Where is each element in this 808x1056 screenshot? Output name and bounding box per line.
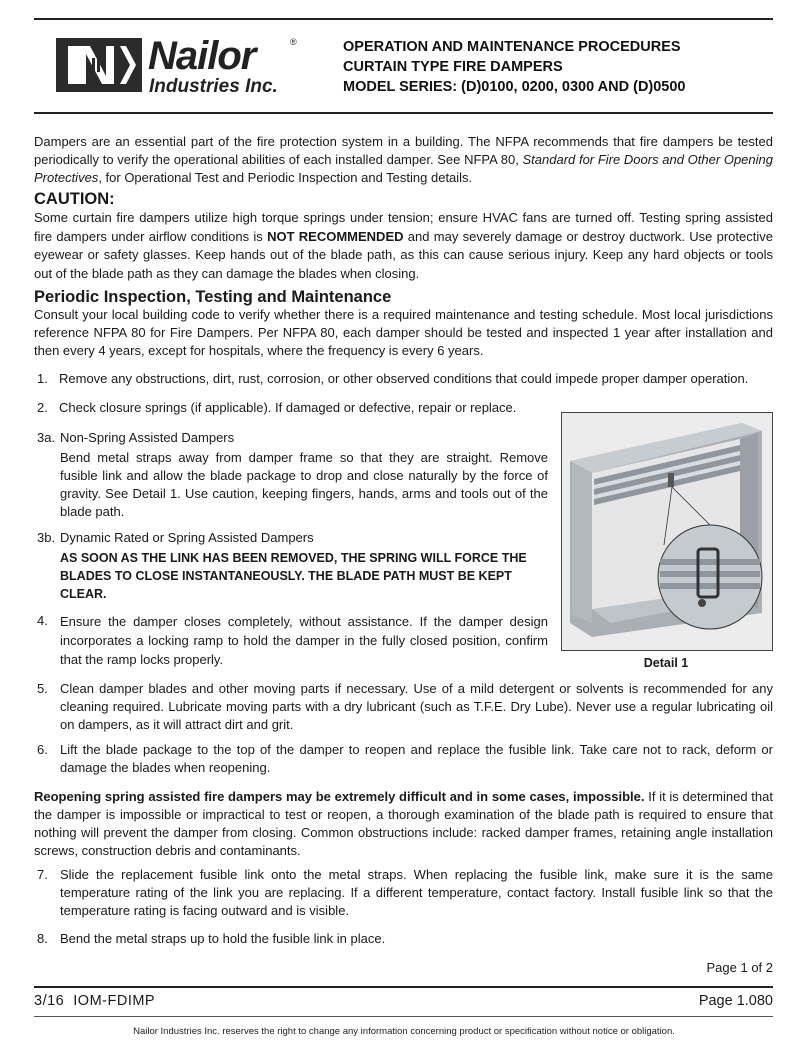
step-6-number: 6. [37, 742, 48, 757]
logo-subtitle: Industries Inc. [149, 76, 278, 97]
page-of-label: Page 1 of 2 [706, 960, 773, 975]
title-line-1: OPERATION AND MAINTENANCE PROCEDURES [343, 39, 681, 55]
caution-not-recommended: NOT RECOMMENDED [267, 228, 404, 244]
step-4-number: 4. [37, 613, 48, 628]
step-2-number: 2. [37, 400, 48, 415]
header-rule [34, 112, 773, 114]
footer-rule [34, 986, 773, 988]
step-8-number: 8. [37, 931, 48, 946]
periodic-paragraph: Consult your local building code to verify whether there is a required maintenance and testing schedule. Most local jurisdictions reference NFPA 80 for Fire Dampers. Per NFPA 80, each damper should be tested and inspected 1 year after installation and then every 4 years, except for hospitals, where the frequency is every 6 years. [34, 307, 773, 358]
title-line-2: CURTAIN TYPE FIRE DAMPERS [343, 59, 563, 75]
detail-1-caption: Detail 1 [643, 656, 689, 670]
intro-paragraph [34, 133, 773, 187]
step-5-number: 5. [37, 681, 48, 696]
registered-mark: ® [290, 37, 297, 47]
logo-wordmark: Nailor [148, 34, 256, 78]
footer-bottom-rule [34, 1016, 773, 1017]
step-1-text: Remove any obstructions, dirt, rust, corrosion, or other observed conditions that could impede proper damper operation. [59, 371, 749, 386]
nailor-logo [56, 36, 296, 98]
step-5-text: Clean damper blades and other moving parts if necessary. Use of a mild detergent or solvents is recommended for any cleaning required. Lubricate moving parts with a dry lubricant (such as T.F.E. Dry Lube). Never use a regular lubricating oil on dampers, as it will attract dirt and grit. [60, 681, 773, 732]
footer-page-number: Page 1.080 [698, 993, 773, 1009]
step-6-text: Lift the blade package to the top of the damper to reopen and replace the fusible link. Take care not to rack, deform or damage the blades when reopening. [60, 742, 773, 775]
step-8-text: Bend the metal straps up to hold the fusible link in place. [60, 931, 386, 946]
damper-illustration-icon [562, 413, 772, 650]
step-1-number: 1. [37, 371, 48, 386]
reopening-warning: Reopening spring assisted fire dampers may be extremely difficult and in some cases, impossible. [34, 789, 645, 804]
nailor-logo-mark-icon [56, 38, 142, 92]
step-7-number: 7. [37, 867, 48, 882]
step-4-text: Ensure the damper closes completely, without assistance. If the damper design incorporates a locking ramp to hold the damper in the fully closed position, confirm that the ramp locks properly. [60, 614, 548, 667]
step-3b-title: Dynamic Rated or Spring Assisted Dampers [60, 530, 314, 545]
step-7-text: Slide the replacement fusible link onto the metal straps. When replacing the fusible link, make sure it is the same temperature rating of the link you are replacing. If a different temperature, contact factory. Install fusible link so that the temperature rating is facing outward and is visible. [60, 867, 773, 918]
step-2-text: Check closure springs (if applicable). If damaged or defective, repair or replace. [59, 400, 517, 415]
intro-text-1: Dampers are an essential part of the fire protection system in a building. The NFPA recommends that fire dampers be tested periodically to verify the operational abilities of each installed damper. See NFPA 80, [34, 134, 773, 167]
reopening-text: If it is determined that the damper is impossible or impractical to test or reopen, a thorough examination of the blade path is required to ensure that nothing will prevent the damper from closing. Common obstructions include: racked damper frames, retaining angle installation screws, construction debris and contaminants. [34, 789, 773, 858]
intro-text-2: , for Operational Test and Periodic Inspection and Testing details. [98, 170, 473, 185]
step-3b-warning: AS SOON AS THE LINK HAS BEEN REMOVED, THE SPRING WILL FORCE THE BLADES TO CLOSE INSTANTANEOUSLY. THE BLADE PATH MUST BE KEPT CLEAR. [60, 551, 527, 601]
intro-standard-title: Standard for Fire Doors and Other Opening Protectives [34, 152, 773, 185]
step-3b-number: 3b. [37, 530, 56, 545]
caution-paragraph [34, 209, 773, 283]
top-rule [34, 18, 773, 20]
caution-text-2: and may severely damage or destroy ductwork. Use protective eyewear or safety glasses. Keep hands out of the blade path, as this can cause serious injury. Keep any hard objects or tools out of the blade path as they can damage the blades when closing. [34, 228, 773, 281]
caution-heading: CAUTION: [34, 190, 115, 208]
title-line-3: MODEL SERIES: (D)0100, 0200, 0300 AND (D)0500 [343, 79, 686, 95]
step-3a-title: Non-Spring Assisted Dampers [60, 430, 235, 445]
detail-1-image [561, 412, 773, 651]
footer-doc-code: 3/16 IOM-FDIMP [34, 993, 156, 1009]
step-3a-number: 3a. [37, 430, 56, 445]
caution-text-1: Some curtain fire dampers utilize high torque springs under tension; ensure HVAC fans are turned off. Testing spring assisted fire dampers under airflow conditions is [34, 210, 773, 244]
disclaimer: Nailor Industries Inc. reserves the right to change any information concerning product or specification without notice or obligation. [133, 1026, 675, 1037]
document-title [343, 37, 686, 97]
periodic-heading: Periodic Inspection, Testing and Maintenance [34, 288, 392, 306]
reopening-paragraph [34, 788, 773, 860]
step-3a-text: Bend metal straps away from damper frame so that they are straight. Remove fusible link and allow the blade package to drop and close naturally by the force of gravity. See Detail 1. Use caution, keeping fingers, hands, arms and tools out of the blade path. [60, 450, 548, 519]
